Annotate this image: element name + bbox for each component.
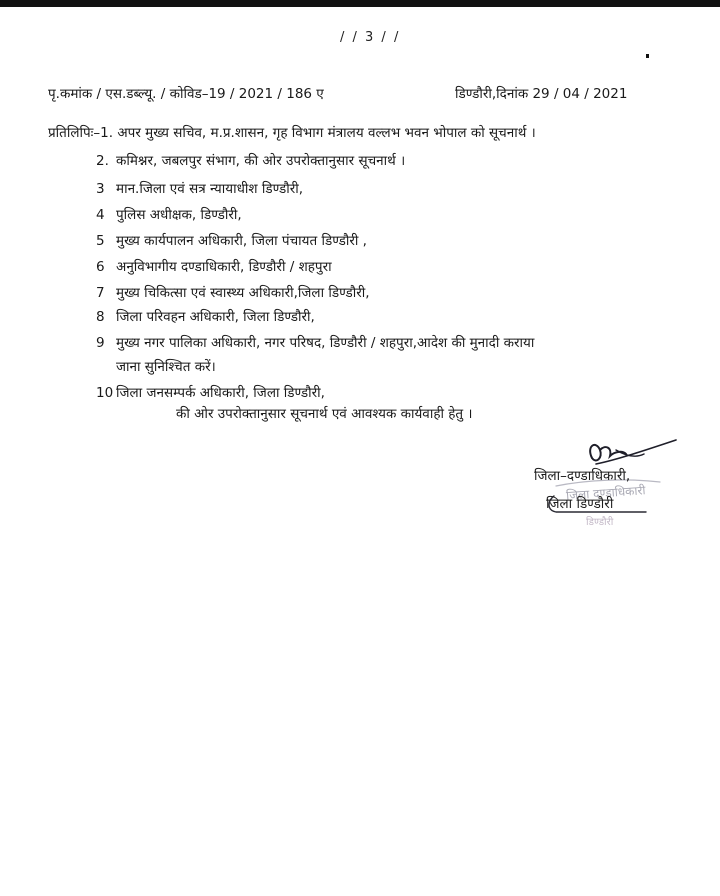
list-item <box>96 152 405 170</box>
list-item-text: जिला परिवहन अधिकारी, जिला डिण्डौरी, <box>116 309 315 325</box>
list-item-text: मान.जिला एवं सत्र न्यायाधीश डिण्डौरी, <box>116 181 304 197</box>
list-item <box>96 180 303 198</box>
list-item <box>96 308 315 326</box>
list-item <box>96 334 534 376</box>
top-dark-strip <box>0 0 720 7</box>
stamp-subtext: डिण्डौरी <box>586 517 614 528</box>
page-number: / / 3 / / <box>340 30 401 45</box>
list-item <box>96 206 242 224</box>
list-item-number: 5 <box>96 233 105 249</box>
list-item <box>96 258 332 276</box>
list-item-text: मुख्य कार्यपालन अधिकारी, जिला पंचायत डिण्डौरी , <box>116 233 367 249</box>
signature-district: जिला डिण्डौरी <box>546 496 614 512</box>
list-item-text: जिला जनसम्पर्क अधिकारी, जिला डिण्डौरी, <box>116 385 325 401</box>
closing-line: की ओर उपरोक्तानुसार सूचनार्थ एवं आवश्यक कार्यवाही हेतु । <box>176 406 473 422</box>
list-item-number: 4 <box>96 207 105 223</box>
list-item-number: 6 <box>96 259 105 275</box>
list-item-number: 8 <box>96 309 105 325</box>
list-item-continuation: जाना सुनिश्चित करें। <box>116 359 216 375</box>
list-item-number: 3 <box>96 181 105 197</box>
list-item-text: मुख्य नगर पालिका अधिकारी, नगर परिषद, डिण्डौरी / शहपुरा,आदेश की मुनादी कराया <box>116 335 535 351</box>
list-item <box>96 284 370 302</box>
list-item-text: मुख्य चिकित्सा एवं स्वास्थ्य अधिकारी,जिला डिण्डौरी, <box>116 285 370 301</box>
copy-to-first-line: प्रतिलिपिः–1. अपर मुख्य सचिव, म.प्र.शासन, गृह विभाग मंत्रालय वल्लभ भवन भोपाल को सूचनार्थ । <box>48 125 536 141</box>
signature-title: जिला–दण्डाधिकारी, <box>534 468 631 484</box>
date-line: डिण्डौरी,दिनांक 29 / 04 / 2021 <box>455 86 628 102</box>
list-item-number: 10 <box>96 385 114 401</box>
list-item-number: 2. <box>96 153 109 169</box>
list-item-number: 7 <box>96 285 105 301</box>
list-item-number: 9 <box>96 335 105 351</box>
signature-block <box>526 436 686 536</box>
list-item-text: कमिश्नर, जबलपुर संभाग, की ओर उपरोक्तानुसार सूचनार्थ । <box>116 153 406 169</box>
list-item-text: अनुविभागीय दण्डाधिकारी, डिण्डौरी / शहपुरा <box>116 259 332 275</box>
list-item <box>96 384 325 402</box>
stamp-text: जिला दण्डाधिकारी <box>565 483 646 503</box>
reference-number: पृ.कमांक / एस.डब्ल्यू. / कोविड–19 / 2021 / 186 ए <box>48 86 324 102</box>
list-item-text: पुलिस अधीक्षक, डिण्डौरी, <box>116 207 242 223</box>
corner-dot <box>646 54 649 58</box>
list-item <box>96 232 367 250</box>
